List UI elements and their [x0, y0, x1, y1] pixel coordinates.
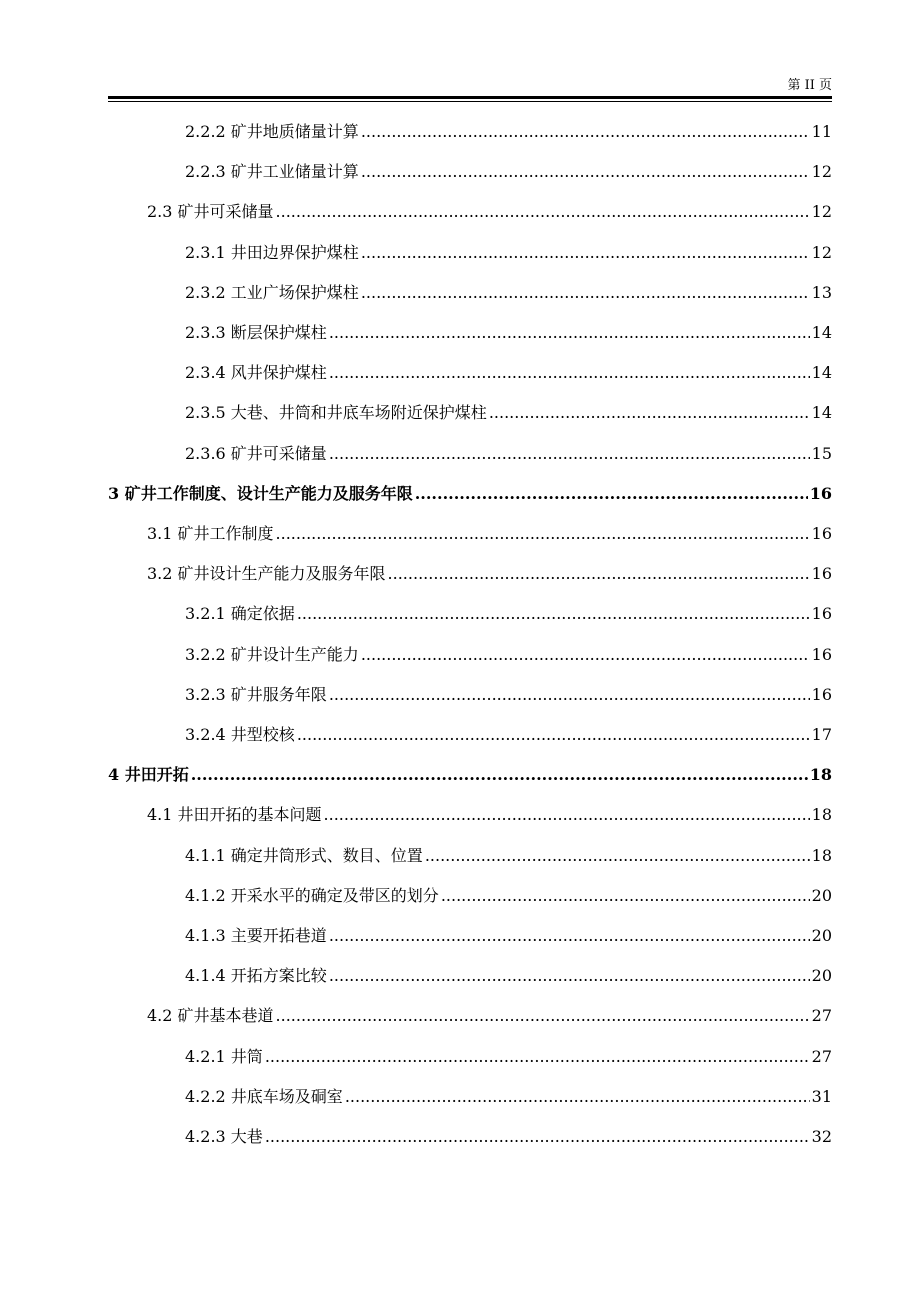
toc-dot-leader	[345, 1087, 810, 1107]
toc-entry-page: 27	[811, 1046, 832, 1066]
toc-dot-leader	[329, 363, 810, 383]
toc-dot-leader	[276, 524, 810, 544]
toc-entry-page: 16	[811, 684, 832, 704]
toc-entry-page: 18	[811, 845, 832, 865]
toc-entry-title: 3.2.2 矿井设计生产能力	[185, 644, 359, 664]
toc-entry-title: 2.3.5 大巷、井筒和井底车场附近保护煤柱	[185, 403, 487, 423]
toc-entry[interactable]	[185, 357, 832, 383]
toc-entry-title: 2.2.3 矿井工业储量计算	[185, 162, 359, 182]
toc-dot-leader	[361, 122, 810, 142]
toc-dot-leader	[361, 243, 810, 263]
toc-entry-page: 32	[811, 1127, 832, 1146]
toc-entry[interactable]	[185, 116, 832, 142]
toc-entry[interactable]	[185, 960, 832, 986]
toc-entry[interactable]	[185, 598, 832, 624]
toc-entry-page: 12	[811, 162, 832, 182]
toc-dot-leader	[276, 1006, 810, 1026]
toc-entry-title: 2.3.3 断层保护煤柱	[185, 323, 327, 342]
toc-entry-page: 16	[811, 524, 832, 543]
toc-dot-leader	[265, 1127, 810, 1147]
toc-entry[interactable]	[185, 397, 832, 423]
toc-dot-leader	[361, 162, 810, 182]
toc-entry[interactable]	[185, 1081, 832, 1107]
header-rule-thin	[108, 101, 832, 102]
toc-entry-title: 4.1.1 确定井筒形式、数目、位置	[185, 845, 423, 865]
toc-entry[interactable]	[185, 840, 832, 866]
toc-entry[interactable]	[147, 558, 832, 584]
toc-entry-page: 20	[811, 966, 832, 986]
toc-entry-title: 3.2.3 矿井服务年限	[185, 684, 327, 704]
toc-dot-leader	[361, 645, 810, 665]
toc-entry-page: 17	[811, 725, 832, 744]
toc-entry-title: 2.3.6 矿井可采储量	[185, 443, 327, 463]
toc-entry[interactable]	[185, 719, 832, 745]
toc-dot-leader	[441, 886, 810, 906]
toc-entry[interactable]	[185, 679, 832, 705]
toc-entry[interactable]	[185, 156, 832, 182]
toc-entry-page: 13	[811, 282, 832, 302]
toc-entry-page: 11	[811, 122, 832, 141]
toc-entry[interactable]	[185, 237, 832, 263]
toc-entry[interactable]	[185, 438, 832, 464]
toc-entry-title: 2.3.4 风井保护煤柱	[185, 363, 327, 383]
toc-dot-leader	[297, 725, 810, 745]
toc-entry-title: 3.2 矿井设计生产能力及服务年限	[147, 564, 386, 584]
page-header: 第 II 页	[787, 78, 832, 93]
toc-entry-title: 2.3.1 井田边界保护煤柱	[185, 242, 359, 262]
toc-entry-title: 4.2.2 井底车场及硐室	[185, 1086, 343, 1106]
toc-dot-leader	[329, 323, 810, 343]
toc-entry-title: 3.1 矿井工作制度	[147, 524, 274, 543]
toc-entry[interactable]	[185, 920, 832, 946]
toc-entry[interactable]	[108, 478, 832, 504]
toc-entry-page: 12	[811, 242, 832, 262]
toc-dot-leader	[489, 403, 810, 423]
toc-entry-title: 4.2.3 大巷	[185, 1127, 263, 1146]
toc-entry-page: 18	[811, 805, 832, 825]
toc-dot-leader	[329, 966, 810, 986]
toc-dot-leader	[265, 1047, 810, 1067]
toc-dot-leader	[388, 564, 810, 584]
toc-entry-title: 4.1 井田开拓的基本问题	[147, 805, 322, 825]
toc-entry-page: 18	[809, 765, 832, 785]
toc-entry[interactable]	[147, 799, 832, 825]
toc-dot-leader	[329, 444, 810, 464]
toc-entry-page: 20	[811, 885, 832, 905]
toc-entry[interactable]	[185, 277, 832, 303]
toc-entry-page: 12	[811, 202, 832, 222]
toc-entry[interactable]	[108, 759, 832, 785]
toc-dot-leader	[361, 283, 810, 303]
toc-entry[interactable]	[185, 639, 832, 665]
toc-entry[interactable]	[185, 1121, 832, 1147]
toc-entry-title: 3.2.4 井型校核	[185, 725, 295, 744]
toc-entry[interactable]	[185, 880, 832, 906]
toc-entry-title: 4.1.3 主要开拓巷道	[185, 926, 327, 945]
toc-entry-page: 16	[811, 644, 832, 664]
toc-dot-leader	[276, 202, 810, 222]
toc-entry-page: 27	[811, 1006, 832, 1026]
header-rule-thick	[108, 96, 832, 99]
toc-dot-leader	[297, 604, 810, 624]
toc-entry-title: 2.2.2 矿井地质储量计算	[185, 122, 359, 141]
toc-entry-title: 3.2.1 确定依据	[185, 604, 295, 624]
toc-dot-leader	[191, 765, 808, 785]
toc-entry-title: 4 井田开拓	[108, 765, 189, 785]
toc-dot-leader	[324, 805, 810, 825]
toc-dot-leader	[329, 926, 810, 946]
toc-entry-page: 14	[811, 403, 832, 423]
toc-dot-leader	[415, 484, 808, 504]
toc-entry-title: 4.1.2 开采水平的确定及带区的划分	[185, 885, 439, 905]
toc-entry-title: 3 矿井工作制度、设计生产能力及服务年限	[108, 483, 413, 503]
toc-entry[interactable]	[147, 518, 832, 544]
toc-entry-page: 14	[811, 363, 832, 383]
toc-entry[interactable]	[147, 1000, 832, 1026]
toc-entry-page: 16	[809, 483, 832, 503]
toc-entry-page: 14	[811, 323, 832, 342]
toc-entry-title: 4.2.1 井筒	[185, 1046, 263, 1066]
toc-entry[interactable]	[185, 1041, 832, 1067]
toc-entry-page: 16	[811, 564, 832, 584]
toc-entry-title: 2.3.2 工业广场保护煤柱	[185, 282, 359, 302]
toc-entry[interactable]	[147, 196, 832, 222]
toc-dot-leader	[425, 846, 810, 866]
toc-entry-page: 31	[811, 1086, 832, 1106]
toc-entry-page: 15	[811, 443, 832, 463]
toc-entry-page: 16	[811, 604, 832, 624]
toc-dot-leader	[329, 685, 810, 705]
toc-entry-page: 20	[811, 926, 832, 945]
toc-entry-title: 4.2 矿井基本巷道	[147, 1006, 274, 1026]
toc-entry-title: 2.3 矿井可采储量	[147, 202, 274, 222]
toc-entry[interactable]	[185, 317, 832, 343]
toc-entry-title: 4.1.4 开拓方案比较	[185, 966, 327, 986]
